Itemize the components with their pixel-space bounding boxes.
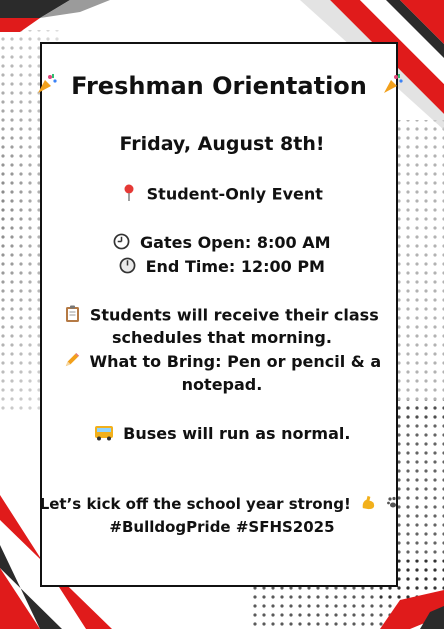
- flexed-biceps-icon: [360, 494, 377, 515]
- clipboard-icon: [65, 305, 80, 327]
- closing-line: Let’s kick off the school year strong!: [0, 494, 444, 515]
- gates-open-time: Gates Open: 8:00 AM: [0, 233, 444, 254]
- end-time: End Time: 12:00 PM: [0, 257, 444, 278]
- what-to-bring-line2: notepad.: [181, 375, 263, 394]
- clock-icon: [113, 233, 130, 254]
- schedule-note-line2: schedules that morning.: [112, 328, 332, 347]
- party-popper-icon: [35, 72, 59, 102]
- party-popper-icon: [381, 72, 405, 102]
- pushpin-icon: [121, 184, 137, 206]
- hashtags: #BulldogPride #SFHS2025: [109, 518, 335, 536]
- buses-note: Buses will run as normal.: [0, 424, 444, 445]
- schedule-note-line1: Students will receive their class: [0, 305, 444, 327]
- bus-icon: [94, 425, 114, 445]
- stopwatch-icon: [119, 257, 136, 278]
- event-type: Student-Only Event: [0, 184, 444, 206]
- flyer-title: Freshman Orientation: [0, 72, 444, 102]
- paw-prints-icon: [386, 496, 400, 514]
- what-to-bring-line1: What to Bring: Pen or pencil & a: [0, 352, 444, 373]
- event-date: Friday, August 8th!: [119, 133, 325, 155]
- pencil-icon: [63, 352, 80, 373]
